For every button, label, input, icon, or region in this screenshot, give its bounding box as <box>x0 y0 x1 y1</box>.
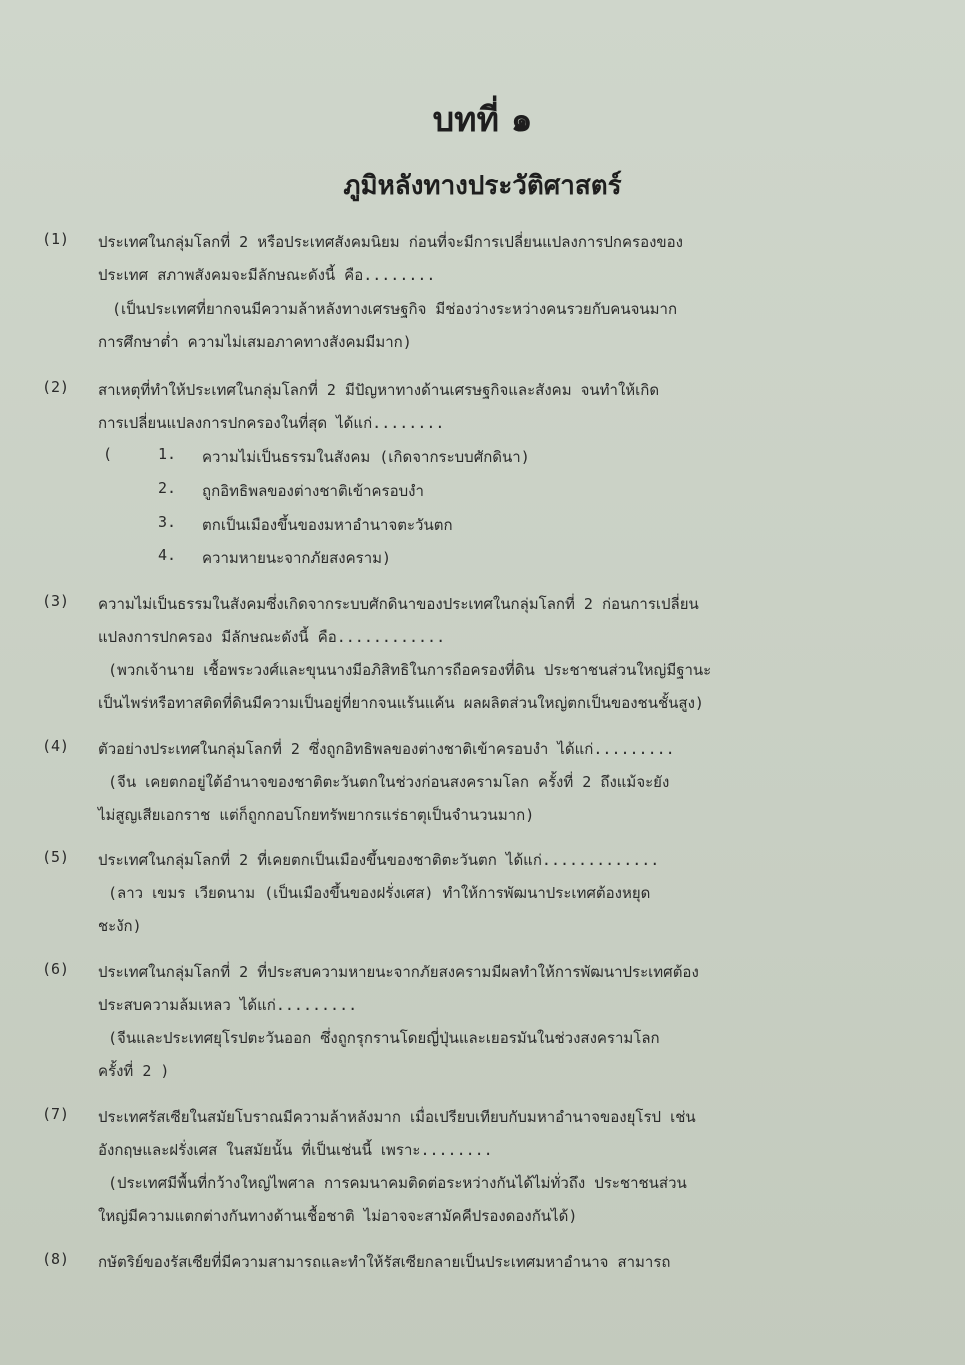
question-line: ตัวอย่างประเทศในกลุ่มโลกที่ 2 ซึ่งถูกอิทธิพลของต่างชาติเข้าครอบงำ ได้แก่......... <box>98 740 675 758</box>
list-item-text: ความไม่เป็นธรรมในสังคม (เกิดจากระบบศักดินา) <box>202 448 530 466</box>
section-title: ภูมิหลังทางประวัติศาสตร์ <box>343 171 622 201</box>
question-line: ประเทศในกลุ่มโลกที่ 2 ที่เคยตกเป็นเมืองขึ้นของชาติตะวันตก ได้แก่............. <box>98 851 660 869</box>
list-item-number: 1. <box>158 445 177 463</box>
question-line: กษัตริย์ของรัสเซียที่มีความสามารถและทำให้รัสเซียกลายเป็นประเทศมหาอำนาจ สามารถ <box>98 1253 671 1271</box>
answer-line: เป็นไพร่หรือทาสติดที่ดินมีความเป็นอยู่ที่ยากจนแร้นแค้น ผลผลิตส่วนใหญ่ตกเป็นของชนชั้นสูง) <box>98 694 704 712</box>
answer-line: (พวกเจ้านาย เชื้อพระวงศ์และขุนนางมีอภิสิทธิในการถือครองที่ดิน ประชาชนส่วนใหญ่มีฐานะ <box>108 661 712 679</box>
answer-line: (จีนและประเทศยุโรปตะวันออก ซึ่งถูกรุกรานโดยญี่ปุ่นและเยอรมันในช่วงสงครามโลก <box>108 1029 660 1047</box>
question-line: ความไม่เป็นธรรมในสังคมซึ่งเกิดจากระบบศักดินาของประเทศในกลุ่มโลกที่ 2 ก่อนการเปลี่ยน <box>98 595 699 613</box>
question-number: (2) <box>42 378 70 396</box>
question-line: ประเทศรัสเซียในสมัยโบราณมีความล้าหลังมาก เมื่อเปรียบเทียบกับมหาอำนาจของยุโรป เช่น <box>98 1108 696 1126</box>
answer-line: ชะงัก) <box>98 917 142 935</box>
list-item-number: 2. <box>158 479 177 497</box>
question-line: ประเทศในกลุ่มโลกที่ 2 ที่ประสบความหายนะจากภัยสงครามมีผลทำให้การพัฒนาประเทศต้อง <box>98 963 699 981</box>
question-number: (7) <box>42 1105 70 1123</box>
answer-line: (ลาว เขมร เวียดนาม (เป็นเมืองขึ้นของฝรั่งเศส) ทำให้การพัฒนาประเทศต้องหยุด <box>108 884 651 902</box>
question-line: ประเทศในกลุ่มโลกที่ 2 หรือประเทศสังคมนิยม ก่อนที่จะมีการเปลี่ยนแปลงการปกครองของ <box>98 233 683 251</box>
question-number: (3) <box>42 592 70 610</box>
answer-line: (จีน เคยตกอยู่ใต้อำนาจของชาติตะวันตกในช่วงก่อนสงครามโลก ครั้งที่ 2 ถึงแม้จะยัง <box>108 773 670 791</box>
question-line: สาเหตุที่ทำให้ประเทศในกลุ่มโลกที่ 2 มีปัญหาทางด้านเศรษฐกิจและสังคม จนทำให้เกิด <box>98 381 660 399</box>
question-line: แปลงการปกครอง มีลักษณะดังนี้ คือ............ <box>98 628 446 646</box>
list-item-text: ความหายนะจากภัยสงคราม) <box>202 549 392 567</box>
question-line: ประเทศ สภาพสังคมจะมีลักษณะดังนี้ คือ........ <box>98 266 436 284</box>
open-paren: ( <box>103 445 113 463</box>
list-item-number: 4. <box>158 546 177 564</box>
answer-line: (เป็นประเทศที่ยากจนมีความล้าหลังทางเศรษฐกิจ มีช่องว่างระหว่างคนรวยกับคนจนมาก <box>112 300 678 318</box>
answer-line: ครั้งที่ 2 ) <box>98 1062 170 1080</box>
list-item-text: ตกเป็นเมืองขึ้นของมหาอำนาจตะวันตก <box>202 516 453 534</box>
answer-line: (ประเทศมีพื้นที่กว้างใหญ่ไพศาล การคมนาคมติดต่อระหว่างกันได้ไม่ทั่วถึง ประชาชนส่วน <box>108 1174 687 1192</box>
question-line: อังกฤษและฝรั่งเศส ในสมัยนั้น ที่เป็นเช่นนี้ เพราะ........ <box>98 1141 493 1159</box>
answer-line: ใหญ่มีความแตกต่างกันทางด้านเชื้อชาติ ไม่อาจจะสามัคคีปรองดองกันได้) <box>98 1207 578 1225</box>
answer-line: การศึกษาต่ำ ความไม่เสมอภาคทางสังคมมีมาก) <box>98 333 412 351</box>
question-number: (4) <box>42 737 70 755</box>
list-item-text: ถูกอิทธิพลของต่างชาติเข้าครอบงำ <box>202 482 424 500</box>
chapter-title: บทที่ ๑ <box>432 100 533 140</box>
question-number: (8) <box>42 1250 70 1268</box>
answer-line: ไม่สูญเสียเอกราช แต่ก็ถูกกอบโกยทรัพยากรแร่ธาตุเป็นจำนวนมาก) <box>98 806 535 824</box>
question-line: ประสบความล้มเหลว ได้แก่......... <box>98 996 358 1014</box>
list-item-number: 3. <box>158 513 177 531</box>
question-line: การเปลี่ยนแปลงการปกครองในที่สุด ได้แก่........ <box>98 414 445 432</box>
question-number: (6) <box>42 960 70 978</box>
question-number: (1) <box>42 230 70 248</box>
question-number: (5) <box>42 848 70 866</box>
